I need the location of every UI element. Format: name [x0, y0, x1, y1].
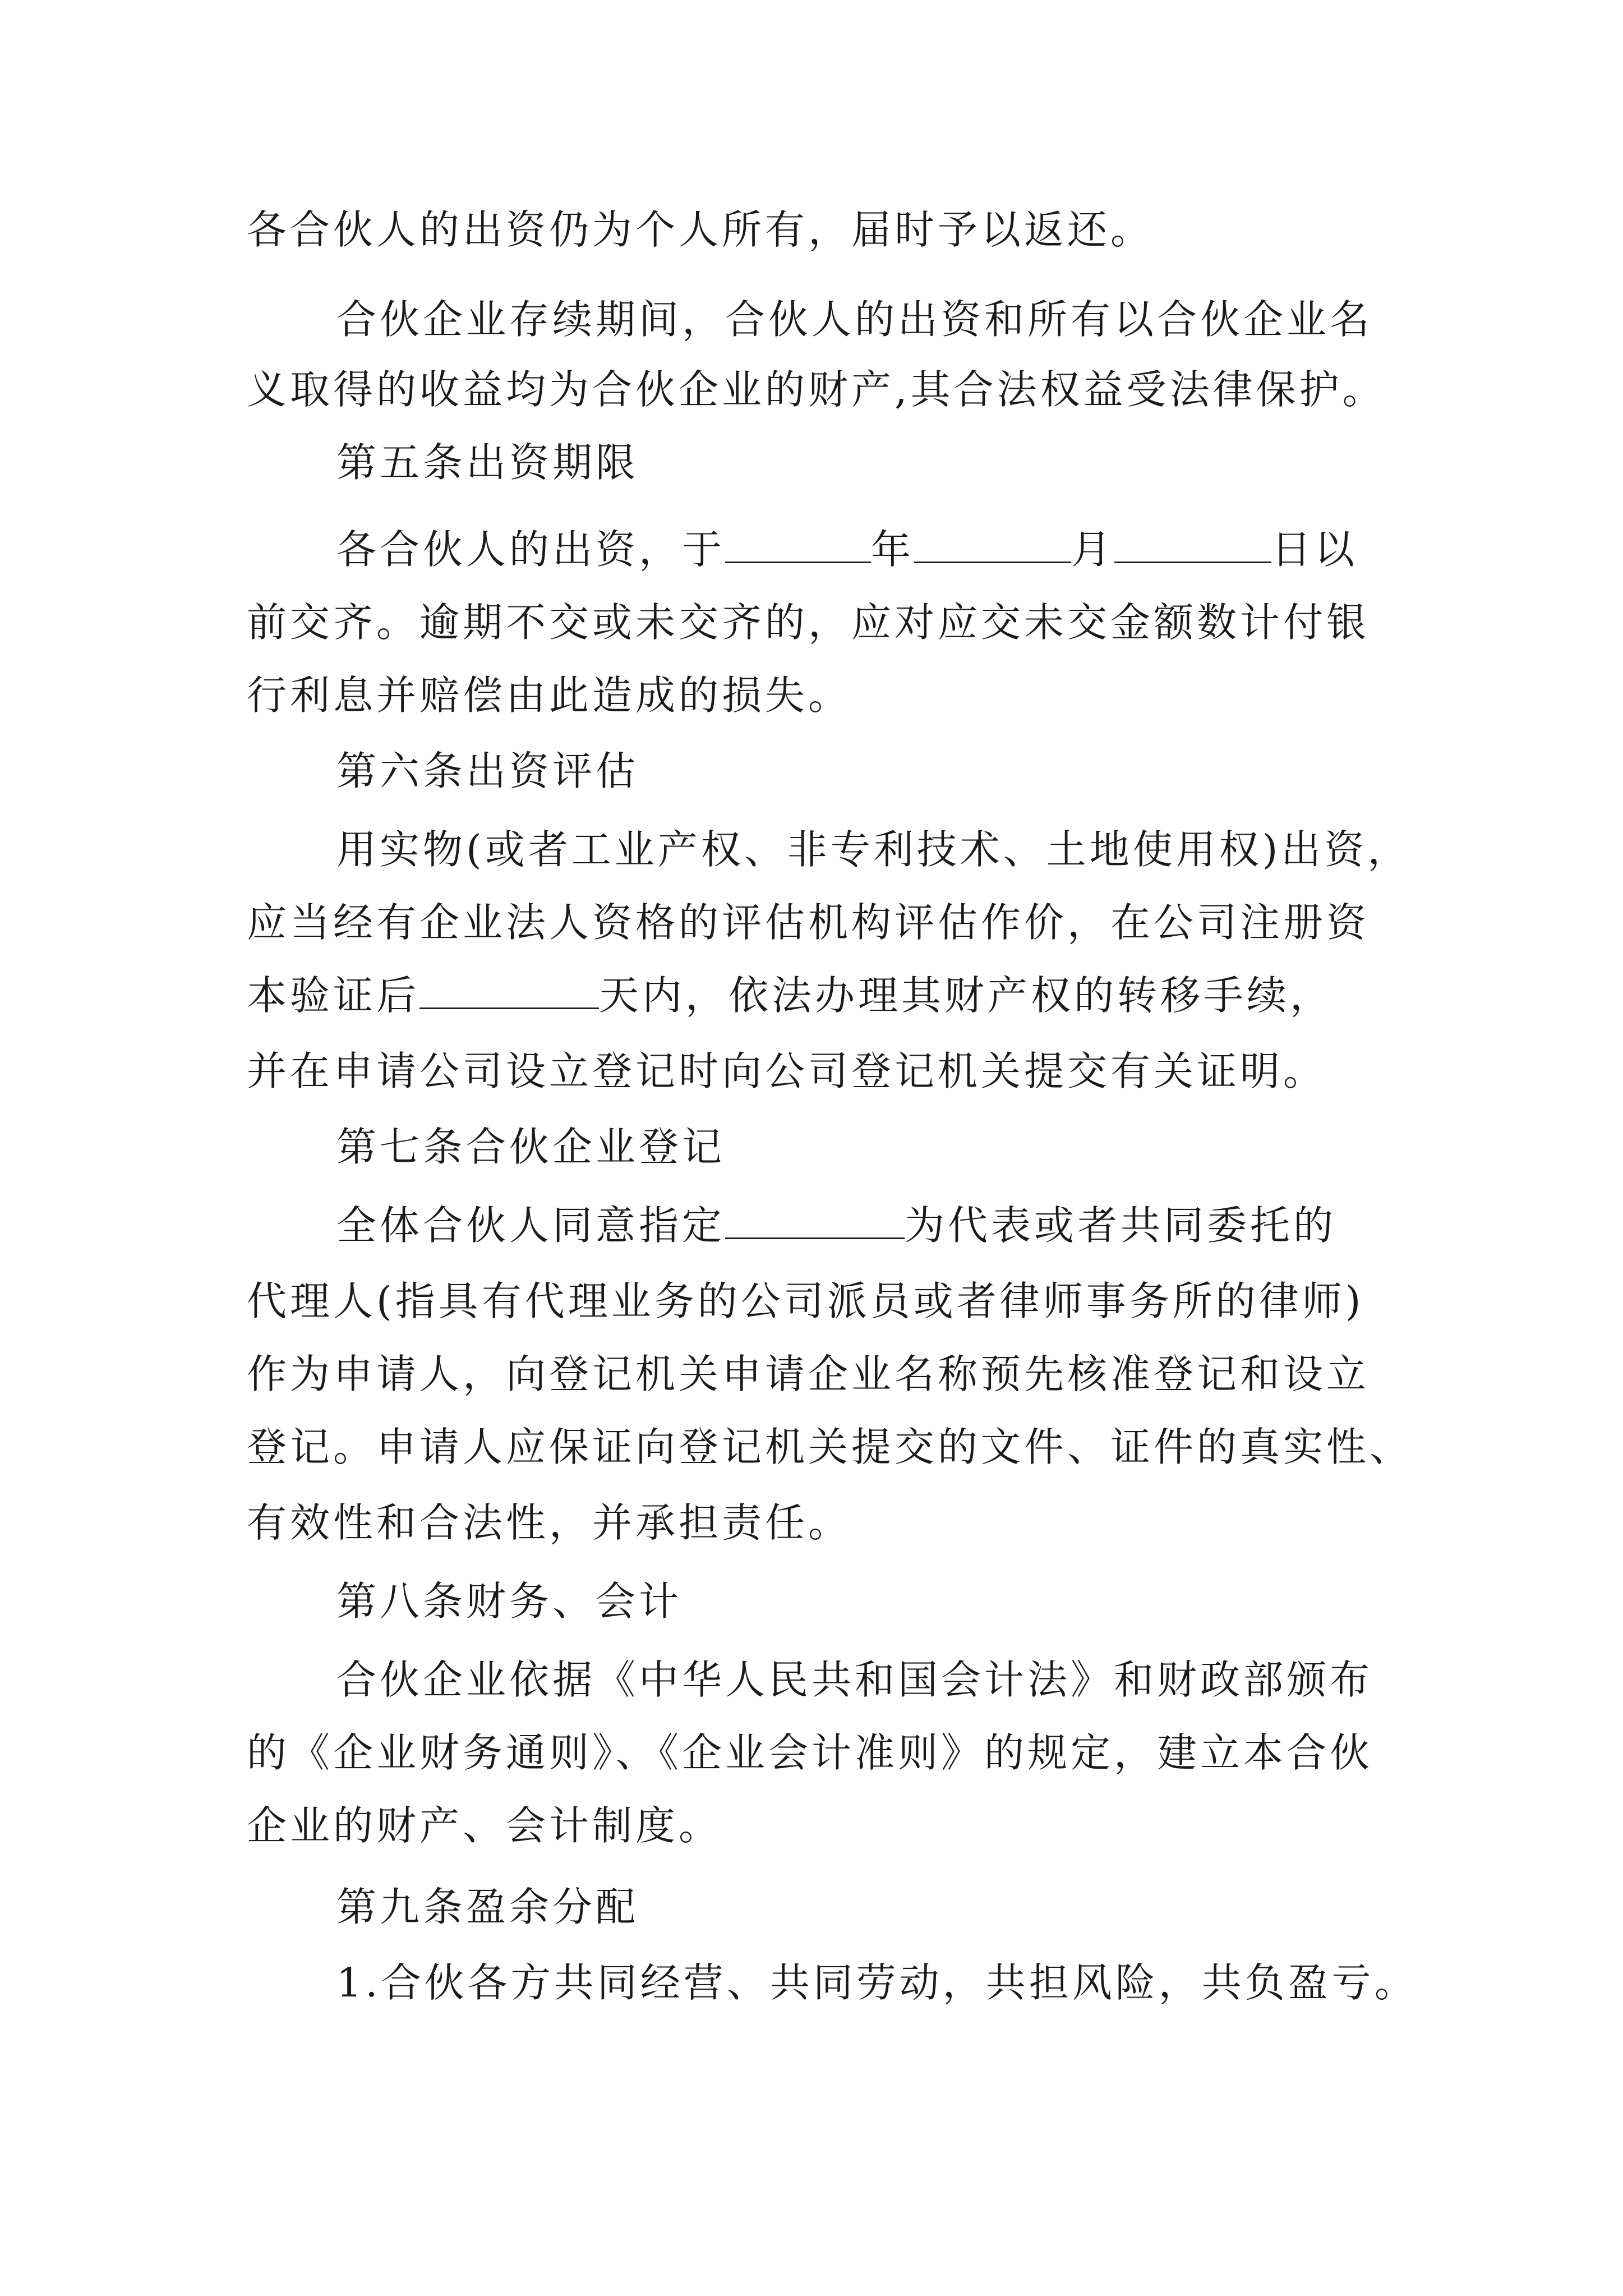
line-text: 月 — [1071, 526, 1115, 573]
article-heading: 第九条盈余分配 — [336, 1884, 639, 1930]
line-text: 天内，依法办理其财产权的转移手续， — [599, 972, 1334, 1019]
fill-in-blank[interactable] — [914, 527, 1071, 563]
fill-in-blank[interactable] — [725, 1203, 905, 1239]
paragraph-line: 的《企业财务通则》、《企业会计准则》的规定，建立本合伙 — [247, 1729, 1373, 1776]
paragraph-line: 合伙企业依据《中华人民共和国会计法》和财政部颁布 — [336, 1657, 1373, 1703]
paragraph-line — [247, 965, 1424, 1027]
article-heading: 第八条财务、会计 — [336, 1578, 683, 1625]
paragraph-line: 合伙企业存续期间，合伙人的出资和所有以合伙企业名 — [336, 296, 1373, 343]
paragraph-line: 用实物(或者工业产权、非专利技术、土地使用权)出资， — [336, 826, 1411, 873]
line-text: 日以 — [1271, 526, 1358, 573]
fill-in-blank[interactable] — [419, 973, 599, 1009]
line-text: 年 — [871, 526, 915, 573]
paragraph-line: 各合伙人的出资仍为个人所有，届时予以返还。 — [247, 206, 1154, 253]
line-text: 全体合伙人同意指定 — [336, 1202, 726, 1249]
paragraph-line — [336, 1195, 1514, 1257]
paragraph-line: 企业的财产、会计制度。 — [247, 1802, 722, 1849]
line-text: 为代表或者共同委托的 — [905, 1202, 1337, 1249]
paragraph-line: 行利息并赔偿由此造成的损失。 — [247, 672, 852, 719]
line-text: 各合伙人的出资，于 — [336, 526, 726, 573]
article-heading: 第六条出资评估 — [336, 748, 639, 794]
paragraph-line: 有效性和合法性，并承担责任。 — [247, 1499, 852, 1546]
fill-in-blank[interactable] — [1114, 527, 1271, 563]
paragraph-line — [336, 519, 1514, 581]
fill-in-blank[interactable] — [725, 527, 871, 563]
paragraph-line: 前交齐。逾期不交或未交齐的，应对应交未交金额数计付银 — [247, 599, 1370, 646]
paragraph-line: 并在申请公司设立登记时向公司登记机关提交有关证明。 — [247, 1048, 1327, 1094]
paragraph-line: 应当经有企业法人资格的评估机构评估作价，在公司注册资 — [247, 899, 1370, 946]
paragraph-line: 登记。申请人应保证向登记机关提交的文件、证件的真实性、 — [247, 1424, 1413, 1470]
article-heading: 第七条合伙企业登记 — [336, 1124, 726, 1170]
article-heading: 第五条出资期限 — [336, 439, 639, 486]
paragraph-line: 义取得的收益均为合伙企业的财产,其合法权益受法律保护。 — [247, 366, 1386, 413]
list-item: 1.合伙各方共同经营、共同劳动，共担风险，共负盈亏。 — [336, 1959, 1418, 2006]
paragraph-line: 代理人(指具有代理业务的公司派员或者律师事务所的律师) — [247, 1278, 1364, 1324]
line-text: 本验证后 — [247, 972, 420, 1019]
paragraph-line: 作为申请人，向登记机关申请企业名称预先核准登记和设立 — [247, 1351, 1370, 1397]
